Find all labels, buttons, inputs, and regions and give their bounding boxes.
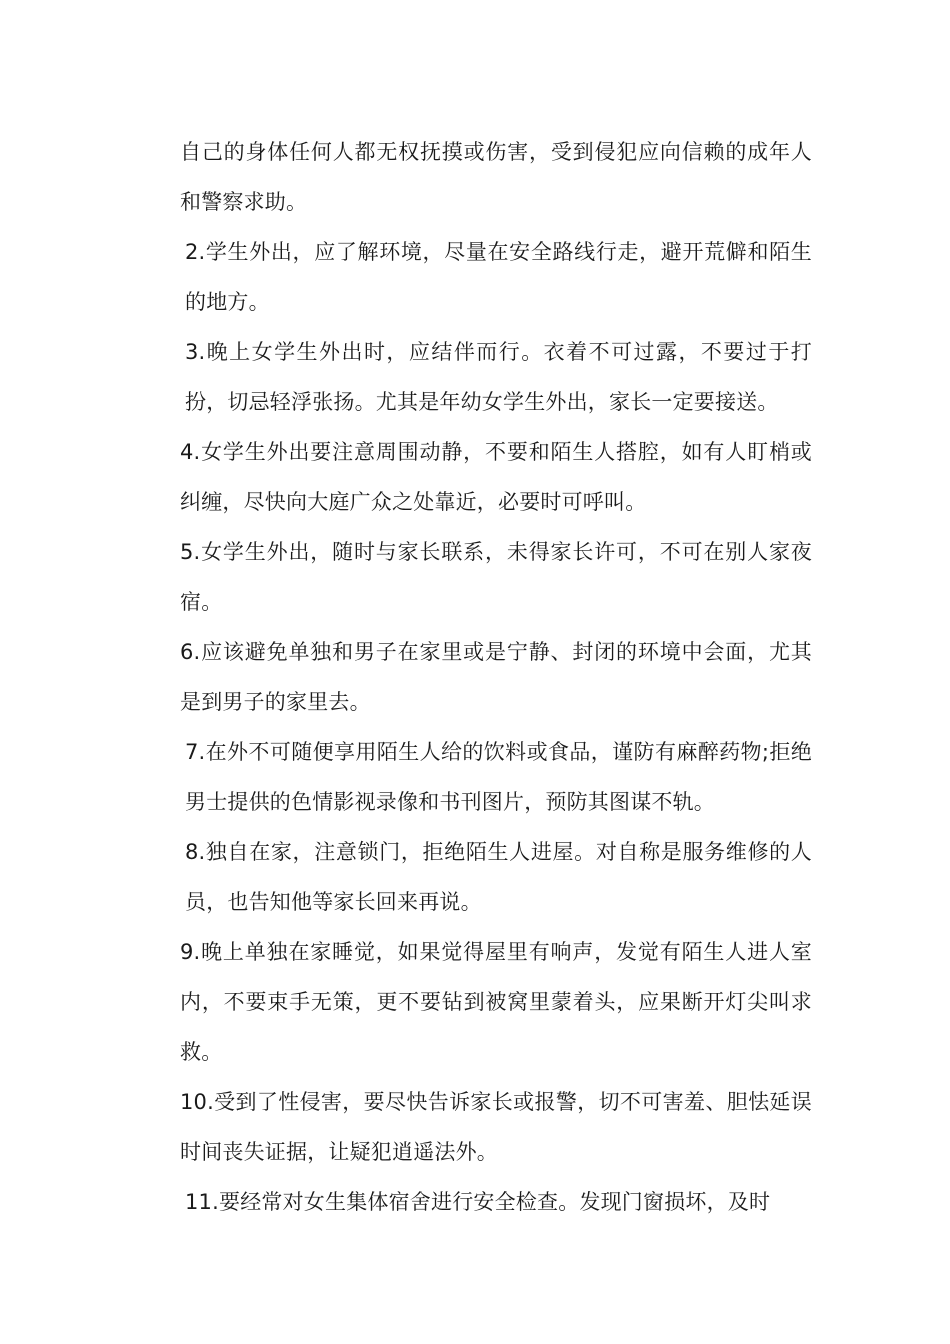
document-body [180, 127, 812, 1227]
paragraph-item-4: 4.女学生外出要注意周围动静，不要和陌生人搭腔，如有人盯梢或纠缠，尽快向大庭广众之处靠近，必要时可呼叫。 [180, 440, 812, 514]
paragraph-item-5: 5.女学生外出，随时与家长联系，未得家长许可，不可在别人家夜宿。 [180, 540, 812, 614]
paragraph-item-2: 2.学生外出，应了解环境，尽量在安全路线行走，避开荒僻和陌生的地方。 [185, 240, 812, 314]
paragraph-item-11: 11.要经常对女生集体宿舍进行安全检查。发现门窗损坏，及时 [185, 1190, 771, 1214]
paragraph-item-8: 8.独自在家，注意锁门，拒绝陌生人进屋。对自称是服务维修的人员，也告知他等家长回来再说。 [185, 840, 812, 914]
paragraph-item-7: 7.在外不可随便享用陌生人给的饮料或食品，谨防有麻醉药物;拒绝男士提供的色情影视录像和书刊图片，预防其图谋不轨。 [185, 740, 812, 814]
paragraph-continuation: 自己的身体任何人都无权抚摸或伤害，受到侵犯应向信赖的成年人和警察求助。 [180, 140, 812, 214]
paragraph-item-3: 3.晚上女学生外出时，应结伴而行。衣着不可过露，不要过于打扮，切忌轻浮张扬。尤其是年幼女学生外出，家长一定要接送。 [185, 340, 812, 414]
paragraph-item-10: 10.受到了性侵害，要尽快告诉家长或报警，切不可害羞、胆怯延误时间丧失证据，让疑犯逍遥法外。 [180, 1090, 812, 1164]
paragraph-item-6: 6.应该避免单独和男子在家里或是宁静、封闭的环境中会面，尤其是到男子的家里去。 [180, 640, 812, 714]
paragraph-item-9: 9.晚上单独在家睡觉，如果觉得屋里有响声，发觉有陌生人进人室内，不要束手无策，更不要钻到被窝里蒙着头，应果断开灯尖叫求救。 [180, 940, 812, 1064]
